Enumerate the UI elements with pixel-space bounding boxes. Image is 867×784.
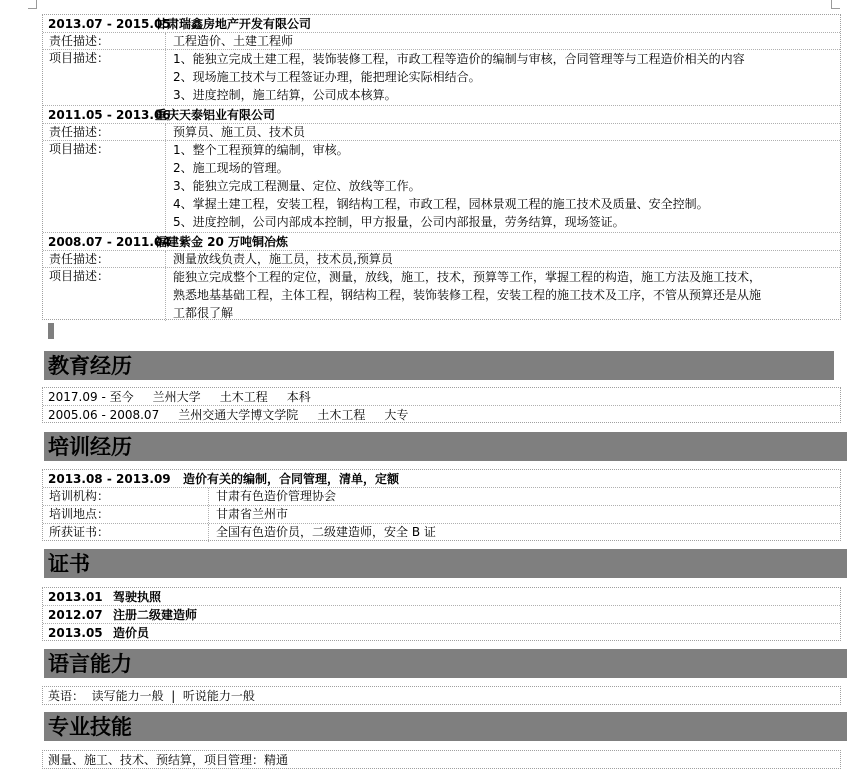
duty-label: 责任描述： <box>49 34 110 48</box>
language-table <box>42 686 841 705</box>
job-period: 2008.07 - 2011.04 <box>48 235 171 249</box>
section-marker <box>48 323 54 339</box>
desc-line: 熟悉地基基础工程，主体工程，钢结构工程，装饰装修工程，安装工程的施工技术及工序，不管从预算还是从施 <box>173 288 762 302</box>
education-entry: 2017.09 - 至今 兰州大学 土木工程 本科 <box>48 390 311 404</box>
certificate-date: 2013.05 <box>48 626 103 640</box>
education-table <box>42 387 841 423</box>
certificates-table <box>42 587 841 641</box>
page-corner-top-left <box>28 0 37 9</box>
duty-value: 工程造价、土建工程师 <box>173 34 294 48</box>
skills-text: 测量、施工、技术、预结算，项目管理：精通 <box>48 753 289 767</box>
job-duty-row <box>43 33 840 50</box>
desc-line: 1、整个工程预算的编制，审核。 <box>173 143 349 157</box>
job-company: 重庆天泰铝业有限公司 <box>155 108 276 122</box>
training-heading: 培训经历 <box>44 432 847 461</box>
desc-label: 项目描述： <box>49 269 110 283</box>
training-label: 培训地点： <box>49 507 110 521</box>
page-corner-top-right <box>831 0 840 9</box>
desc-value <box>173 50 834 104</box>
certificate-date: 2013.01 <box>48 590 103 604</box>
job-period: 2013.07 - 2015.05 <box>48 17 171 31</box>
desc-line: 2、现场施工技术与工程签证办理，能把理论实际相结合。 <box>173 70 481 84</box>
training-row <box>43 488 840 506</box>
certificate-date: 2012.07 <box>48 608 103 622</box>
job-header-row <box>43 233 840 251</box>
certificate-row <box>43 606 840 624</box>
desc-label: 项目描述： <box>49 51 110 65</box>
certificate-name: 注册二级建造师 <box>113 608 198 622</box>
desc-line: 1、能独立完成土建工程，装饰装修工程，市政工程等造价的编制与审核，合同管理等与工程造价相关的内容 <box>173 52 745 66</box>
training-period: 2013.08 - 2013.09 <box>48 472 171 486</box>
certificate-name: 驾驶执照 <box>113 590 162 604</box>
education-entry: 2005.06 - 2008.07 兰州交通大学博文学院 土木工程 大专 <box>48 408 409 422</box>
duty-label: 责任描述： <box>49 252 110 266</box>
training-label: 所获证书： <box>49 525 110 539</box>
training-header-row <box>43 470 840 488</box>
duty-value: 预算员、施工员、技术员 <box>173 125 306 139</box>
desc-label: 项目描述： <box>49 142 110 156</box>
certificates-heading: 证书 <box>44 549 847 578</box>
job-header-row <box>43 15 840 33</box>
work-experience-table <box>42 14 841 320</box>
training-row <box>43 524 840 542</box>
training-table <box>42 469 841 541</box>
job-desc-row <box>43 141 840 233</box>
certificate-name: 造价员 <box>113 626 150 640</box>
education-row <box>43 406 840 424</box>
skills-table <box>42 750 841 769</box>
job-company: 甘肃瑞鑫房地产开发有限公司 <box>155 17 312 31</box>
training-value: 甘肃省兰州市 <box>216 507 289 521</box>
job-desc-row <box>43 50 840 106</box>
training-value: 甘肃有色造价管理协会 <box>216 489 337 503</box>
certificate-row <box>43 588 840 606</box>
training-row <box>43 506 840 524</box>
desc-line: 2、施工现场的管理。 <box>173 161 289 175</box>
language-heading: 语言能力 <box>44 649 847 678</box>
certificate-row <box>43 624 840 642</box>
desc-line: 5、进度控制，公司内部成本控制，甲方报量，公司内部报量，劳务结算，现场签证。 <box>173 215 625 229</box>
desc-value <box>173 141 834 231</box>
education-row <box>43 388 840 406</box>
desc-line: 工都很了解 <box>173 306 234 320</box>
job-header-row <box>43 106 840 124</box>
desc-line: 3、进度控制，施工结算，公司成本核算。 <box>173 88 397 102</box>
desc-value <box>173 268 834 322</box>
education-heading: 教育经历 <box>44 351 834 380</box>
training-label: 培训机构： <box>49 489 110 503</box>
job-desc-row <box>43 268 840 321</box>
duty-value: 测量放线负责人，施工员，技术员,预算员 <box>173 252 393 266</box>
desc-line: 能独立完成整个工程的定位，测量，放线，施工，技术，预算等工作，掌握工程的构造，施工方法及施工技术， <box>173 270 762 284</box>
job-duty-row <box>43 124 840 141</box>
desc-line: 3、能独立完成工程测量、定位、放线等工作。 <box>173 179 421 193</box>
job-company: 福建紫金 20 万吨铜冶炼 <box>155 235 289 249</box>
job-period: 2011.05 - 2013.06 <box>48 108 171 122</box>
training-course: 造价有关的编制，合同管理，清单，定额 <box>183 472 400 486</box>
skills-heading: 专业技能 <box>44 712 847 741</box>
training-value: 全国有色造价员，二级建造师，安全 B 证 <box>216 525 436 539</box>
job-duty-row <box>43 251 840 268</box>
duty-label: 责任描述： <box>49 125 110 139</box>
desc-line: 4、掌握土建工程，安装工程，钢结构工程，市政工程，园林景观工程的施工技术及质量、安全控制。 <box>173 197 709 211</box>
language-text: 英语： 读写能力一般 | 听说能力一般 <box>48 689 255 703</box>
